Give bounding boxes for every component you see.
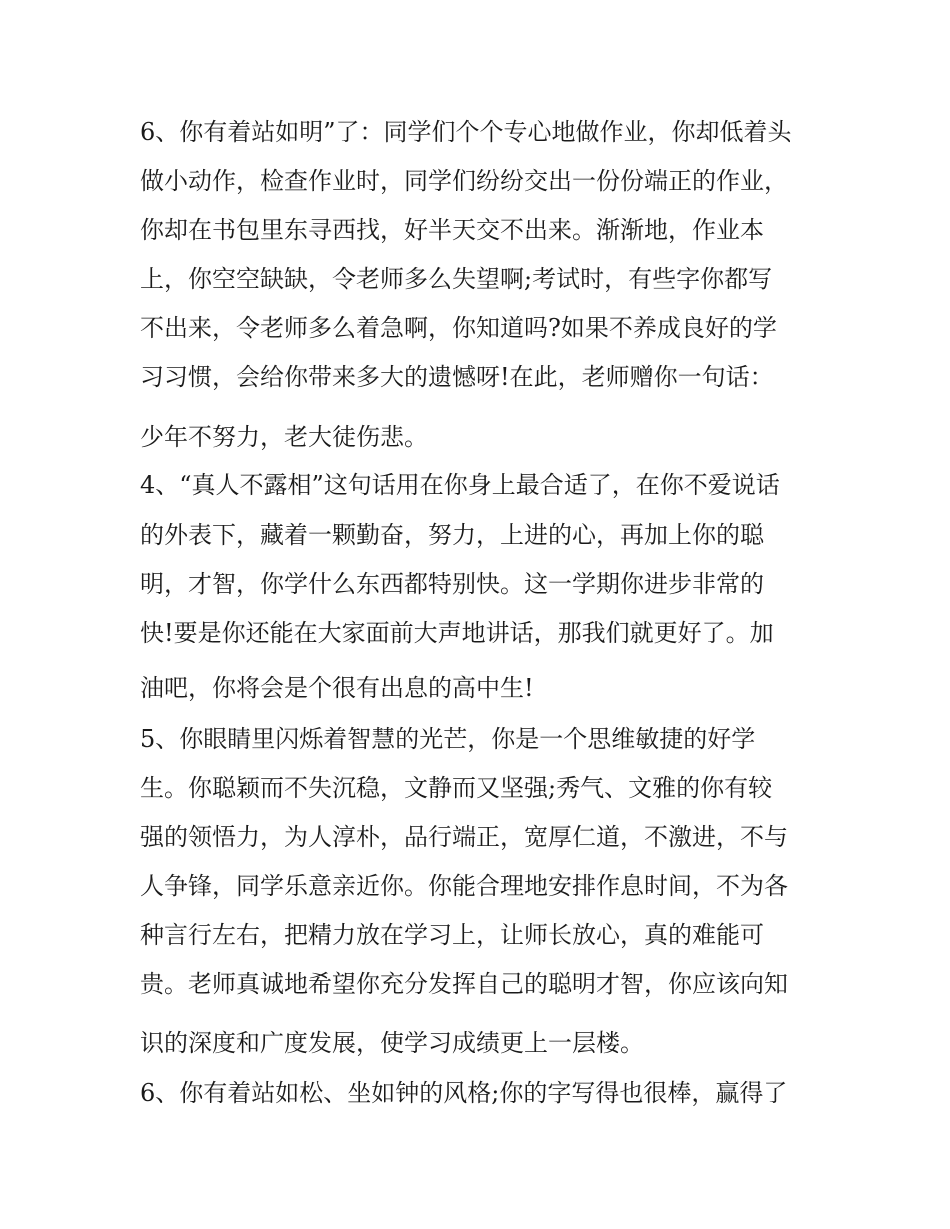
text-line: 做小动作，检查作业时，同学们纷纷交出一份份端正的作业，: [140, 167, 788, 195]
text-line: 生。你聪颖而不失沉稳，文静而又坚强;秀气、文雅的你有较: [140, 774, 773, 802]
text-line: 6、你有着站如明”了：同学们个个专心地做作业，你却低着头: [140, 118, 792, 146]
text-line: 少年不努力，老大徒伤悲。: [140, 423, 428, 451]
text-line: 油吧，你将会是个很有出息的高中生!: [140, 674, 534, 702]
text-line: 人争锋，同学乐意亲近你。你能合理地安排作息时间，不为各: [140, 872, 788, 900]
text-line: 强的领悟力，为人淳朴，品行端正，宽厚仁道，不激进，不与: [140, 823, 788, 851]
text-line: 的外表下，藏着一颗勤奋，努力，上进的心，再加上你的聪: [140, 521, 764, 549]
text-line: 你却在书包里东寻西找，好半天交不出来。渐渐地，作业本: [140, 216, 764, 244]
text-line: 上，你空空缺缺，令老师多么失望啊;考试时，有些字你都写: [140, 265, 773, 293]
text-line: 4、“真人不露相”这句话用在你身上最合适了，在你不爱说话: [140, 471, 780, 499]
text-line: 快!要是你还能在大家面前大声地讲话，那我们就更好了。加: [140, 619, 774, 647]
text-line: 5、你眼睛里闪烁着智慧的光芒，你是一个思维敏捷的好学: [140, 725, 756, 753]
text-line: 6、你有着站如松、坐如钟的风格;你的字写得也很棒，赢得了: [140, 1079, 788, 1107]
text-line: 种言行左右，把精力放在学习上，让师长放心，真的难能可: [140, 921, 764, 949]
text-line: 明，才智，你学什么东西都特别快。这一学期你进步非常的: [140, 570, 764, 598]
text-line: 贵。老师真诚地希望你充分发挥自己的聪明才智，你应该向知: [140, 970, 788, 998]
text-line: 识的深度和广度发展，使学习成绩更上一层楼。: [140, 1029, 644, 1057]
text-line: 习习惯，会给你带来多大的遗憾呀!在此，老师赠你一句话：: [140, 363, 774, 391]
text-line: 不出来，令老师多么着急啊，你知道吗?如果不养成良好的学: [140, 314, 777, 342]
